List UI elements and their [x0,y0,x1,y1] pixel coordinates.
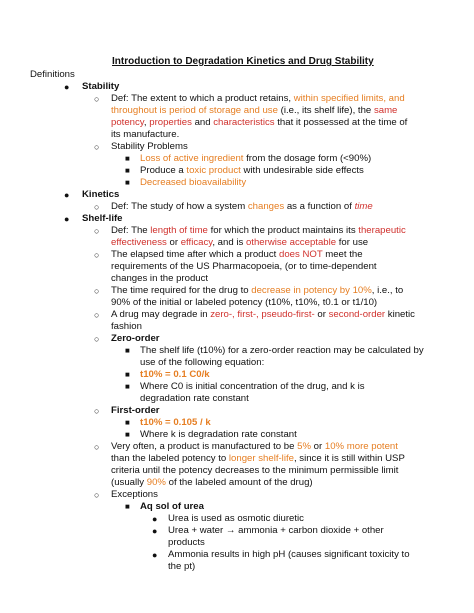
potency-line2: than the labeled potency to longer shelf-life, since it is still within USP [111,453,405,464]
bullet-square: ■ [125,430,130,439]
problem-1: Loss of active ingredient from the dosage form (<90%) [140,153,372,164]
bullet-disc: ● [152,550,158,560]
first-order-equation: t10% = 0.105 / k [140,417,211,428]
shelf-time-line1: The time required for the drug to decrease in potency by 10%, i.e., to [111,285,404,296]
urea-line5: the pt) [168,561,196,572]
zero-order-equation: t10% = 0.1 C0/k [140,369,210,380]
bullet-disc: ● [64,214,70,224]
bullet-square: ■ [125,370,130,379]
bullet-square: ■ [125,166,130,175]
potency-line1: Very often, a product is manufactured to be 5% or 10% more potent [111,441,398,452]
shelf-degrade-line2: fashion [111,321,142,332]
potency-line3: criteria until the potency decreases to the minimum permissible limit [111,465,399,476]
stability-def-line3: potency, properties and characteristics that it possessed at the time of [111,117,408,128]
kinetics-heading: Kinetics [82,189,120,200]
problem-2: Produce a toxic product with undesirable side effects [140,165,364,176]
first-order-heading: First-order [111,405,160,416]
potency-line4: (usually 90% of the labeled amount of the drug) [111,477,313,488]
zero-order-line1: The shelf life (t10%) for a zero-order reaction may be calculated by [140,345,424,356]
zero-order-line4: degradation rate constant [140,393,249,404]
bullet-circle: ○ [94,310,100,320]
bullet-circle: ○ [94,142,100,152]
bullet-square: ■ [125,418,130,427]
bullet-circle: ○ [94,442,100,452]
problem-3: Decreased bioavailability [140,177,247,188]
zero-order-line3: Where C0 is initial concentration of the drug, and k is [140,381,365,392]
bullet-circle: ○ [94,406,100,416]
shelf-def-line1: Def: The length of time for which the product maintains its therapeutic [111,225,406,236]
bullet-circle: ○ [94,226,100,236]
urea-line2: Urea + water → ammonia + carbon dioxide + other [168,525,384,536]
first-order-line1: Where k is degradation rate constant [140,429,297,440]
page-title: Introduction to Degradation Kinetics and Drug Stability [112,56,374,67]
shelf-life-heading: Shelf-life [82,213,123,224]
bullet-square: ■ [125,154,130,163]
definitions-label: Definitions [30,69,75,80]
bullet-circle: ○ [94,94,100,104]
bullet-disc: ● [152,514,158,524]
shelf-elapsed-line3: changes in the product [111,273,209,284]
bullet-square: ■ [125,178,130,187]
stability-heading: Stability [82,81,120,92]
exceptions-label: Exceptions [111,489,158,500]
bullet-disc: ● [64,190,70,200]
zero-order-line2: use of the following equation: [140,357,265,368]
bullet-square: ■ [125,502,130,511]
shelf-def-line2: effectiveness or efficacy, and is otherwise acceptable for use [111,237,369,248]
shelf-elapsed-line1: The elapsed time after which a product does NOT meet the [111,249,363,260]
bullet-square: ■ [125,346,130,355]
bullet-disc: ● [64,82,70,92]
stability-problems-label: Stability Problems [111,141,188,152]
stability-def-line1: Def: The extent to which a product retains, within specified limits, and [111,93,405,104]
urea-heading: Aq sol of urea [140,501,204,512]
bullet-disc: ● [152,526,158,536]
stability-def-line2: throughout is period of storage and use (i.e., its shelf life), the same [111,105,398,116]
bullet-circle: ○ [94,490,100,500]
urea-line4: Ammonia results in high pH (causes significant toxicity to [168,549,410,560]
bullet-square: ■ [125,382,130,391]
bullet-circle: ○ [94,202,100,212]
bullet-circle: ○ [94,334,100,344]
bullet-circle: ○ [94,250,100,260]
zero-order-heading: Zero-order [111,333,160,344]
kinetics-def: Def: The study of how a system changes as a function of time [111,201,373,212]
bullet-circle: ○ [94,286,100,296]
shelf-time-line2: 90% of the initial or labeled potency (t10%, t10%, t0.1 or t1/10) [111,297,378,308]
stability-def-line4: its manufacture. [111,129,180,140]
shelf-elapsed-line2: requirements of the US Pharmacopoeia, (or to time-dependent [111,261,377,272]
shelf-degrade-line1: A drug may degrade in zero-, first-, pseudo-first- or second-order kinetic [111,309,415,320]
urea-line3: products [168,537,205,548]
urea-line1: Urea is used as osmotic diuretic [168,513,304,524]
